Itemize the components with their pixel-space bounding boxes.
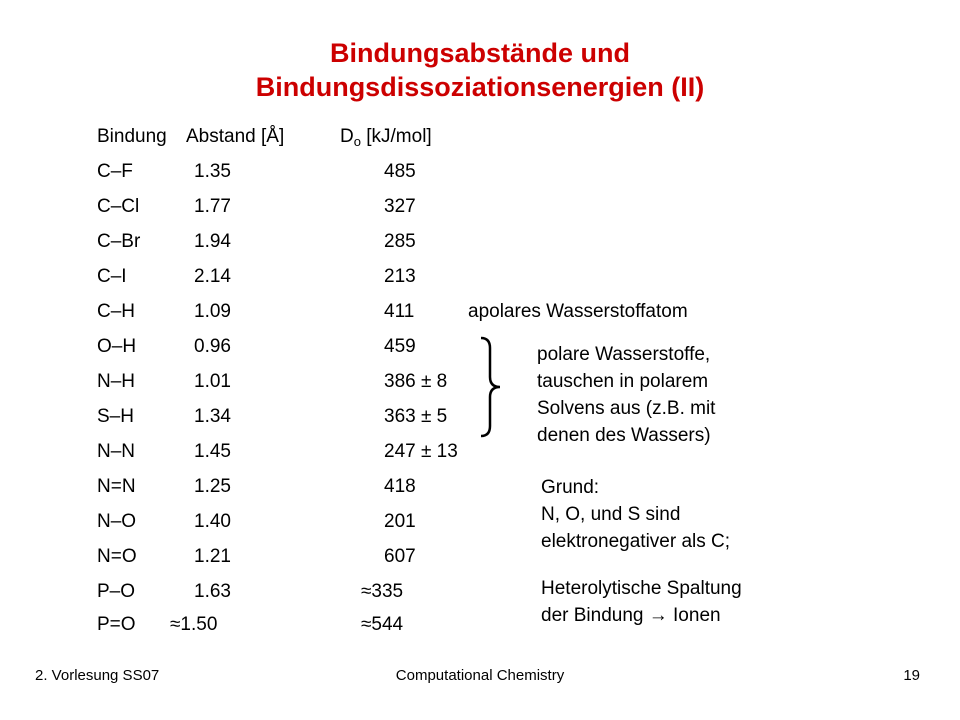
table-row	[0, 161, 500, 195]
note-line: Grund:	[541, 477, 600, 498]
note-line: elektronegativer als C;	[541, 531, 731, 552]
distance-cell: ≈1.50	[170, 614, 218, 635]
distance-cell: 1.63	[194, 581, 231, 602]
header-energy-subscript: o	[353, 134, 361, 149]
table-row	[0, 511, 500, 545]
energy-cell: ≈335	[361, 581, 404, 602]
apolar-note: apolares Wasserstoffatom	[468, 301, 688, 322]
table-row	[0, 476, 500, 510]
energy-cell: 607	[384, 546, 416, 567]
header-energy-unit: [kJ/mol]	[366, 126, 432, 147]
table-row	[0, 546, 500, 580]
distance-cell: 0.96	[194, 336, 231, 357]
footer-course: Computational Chemistry	[395, 667, 565, 684]
energy-cell: 285	[384, 231, 416, 252]
energy-cell: 363 ± 5	[384, 406, 448, 427]
distance-cell: 1.35	[194, 161, 231, 182]
footer-lecture: 2. Vorlesung SS07	[35, 667, 160, 684]
distance-cell: 1.25	[194, 476, 231, 497]
bond-cell: C–Br	[97, 231, 141, 252]
header-distance: Abstand [Å]	[186, 126, 285, 147]
energy-cell: 459	[384, 336, 416, 357]
bond-cell: P=O	[97, 614, 136, 635]
distance-cell: 1.45	[194, 441, 231, 462]
table-row	[0, 266, 500, 300]
header-energy	[340, 126, 432, 149]
distance-cell: 1.94	[194, 231, 231, 252]
bond-cell: C–Cl	[97, 196, 140, 217]
bond-cell: O–H	[97, 336, 137, 357]
note-line: polare Wasserstoffe,	[537, 344, 711, 365]
footer-page-number: 19	[903, 667, 920, 684]
distance-cell: 1.34	[194, 406, 231, 427]
energy-cell: 213	[384, 266, 416, 287]
energy-cell: ≈544	[361, 614, 404, 635]
cleavage-note	[541, 575, 742, 629]
table-row	[0, 581, 500, 615]
table-row	[0, 614, 500, 648]
note-line: Solvens aus (z.B. mit	[537, 398, 716, 419]
note-line: denen des Wassers)	[537, 425, 711, 446]
energy-cell: 201	[384, 511, 416, 532]
bond-cell: P–O	[97, 581, 136, 602]
note-line: der Bindung → Ionen	[541, 605, 721, 626]
table-row	[0, 196, 500, 230]
bond-cell: C–F	[97, 161, 133, 182]
polar-note	[537, 341, 715, 449]
energy-cell: 418	[384, 476, 416, 497]
table-row	[0, 406, 500, 440]
energy-cell: 247 ± 13	[384, 441, 458, 462]
curly-brace-icon	[479, 336, 505, 438]
bond-cell: N=N	[97, 476, 136, 497]
header-bond: Bindung	[97, 126, 167, 147]
bond-cell: N–O	[97, 511, 137, 532]
bond-cell: N=O	[97, 546, 137, 567]
bond-cell: N–N	[97, 441, 136, 462]
distance-cell: 1.09	[194, 301, 231, 322]
distance-cell: 1.01	[194, 371, 231, 392]
distance-cell: 1.40	[194, 511, 231, 532]
header-energy-symbol: D	[340, 126, 354, 147]
distance-cell: 1.21	[194, 546, 231, 567]
bond-cell: N–H	[97, 371, 136, 392]
energy-cell: 327	[384, 196, 416, 217]
note-line: N, O, und S sind	[541, 504, 681, 525]
bond-cell: S–H	[97, 406, 134, 427]
title-line-2: Bindungsdissoziationsenergien (II)	[255, 72, 705, 102]
table-row	[0, 231, 500, 265]
table-row	[0, 371, 500, 405]
bond-cell: C–I	[97, 266, 127, 287]
reason-note	[541, 474, 730, 555]
title-line-1: Bindungsabstände und	[330, 38, 630, 68]
energy-cell: 386 ± 8	[384, 371, 448, 392]
note-line: Heterolytische Spaltung	[541, 578, 742, 599]
table-row	[0, 336, 500, 370]
slide-title	[0, 36, 960, 104]
distance-cell: 2.14	[194, 266, 231, 287]
bond-cell: C–H	[97, 301, 136, 322]
table-row	[0, 301, 500, 335]
table-row	[0, 441, 500, 475]
note-line: tauschen in polarem	[537, 371, 709, 392]
energy-cell: 411	[384, 301, 415, 322]
energy-cell: 485	[384, 161, 416, 182]
distance-cell: 1.77	[194, 196, 231, 217]
